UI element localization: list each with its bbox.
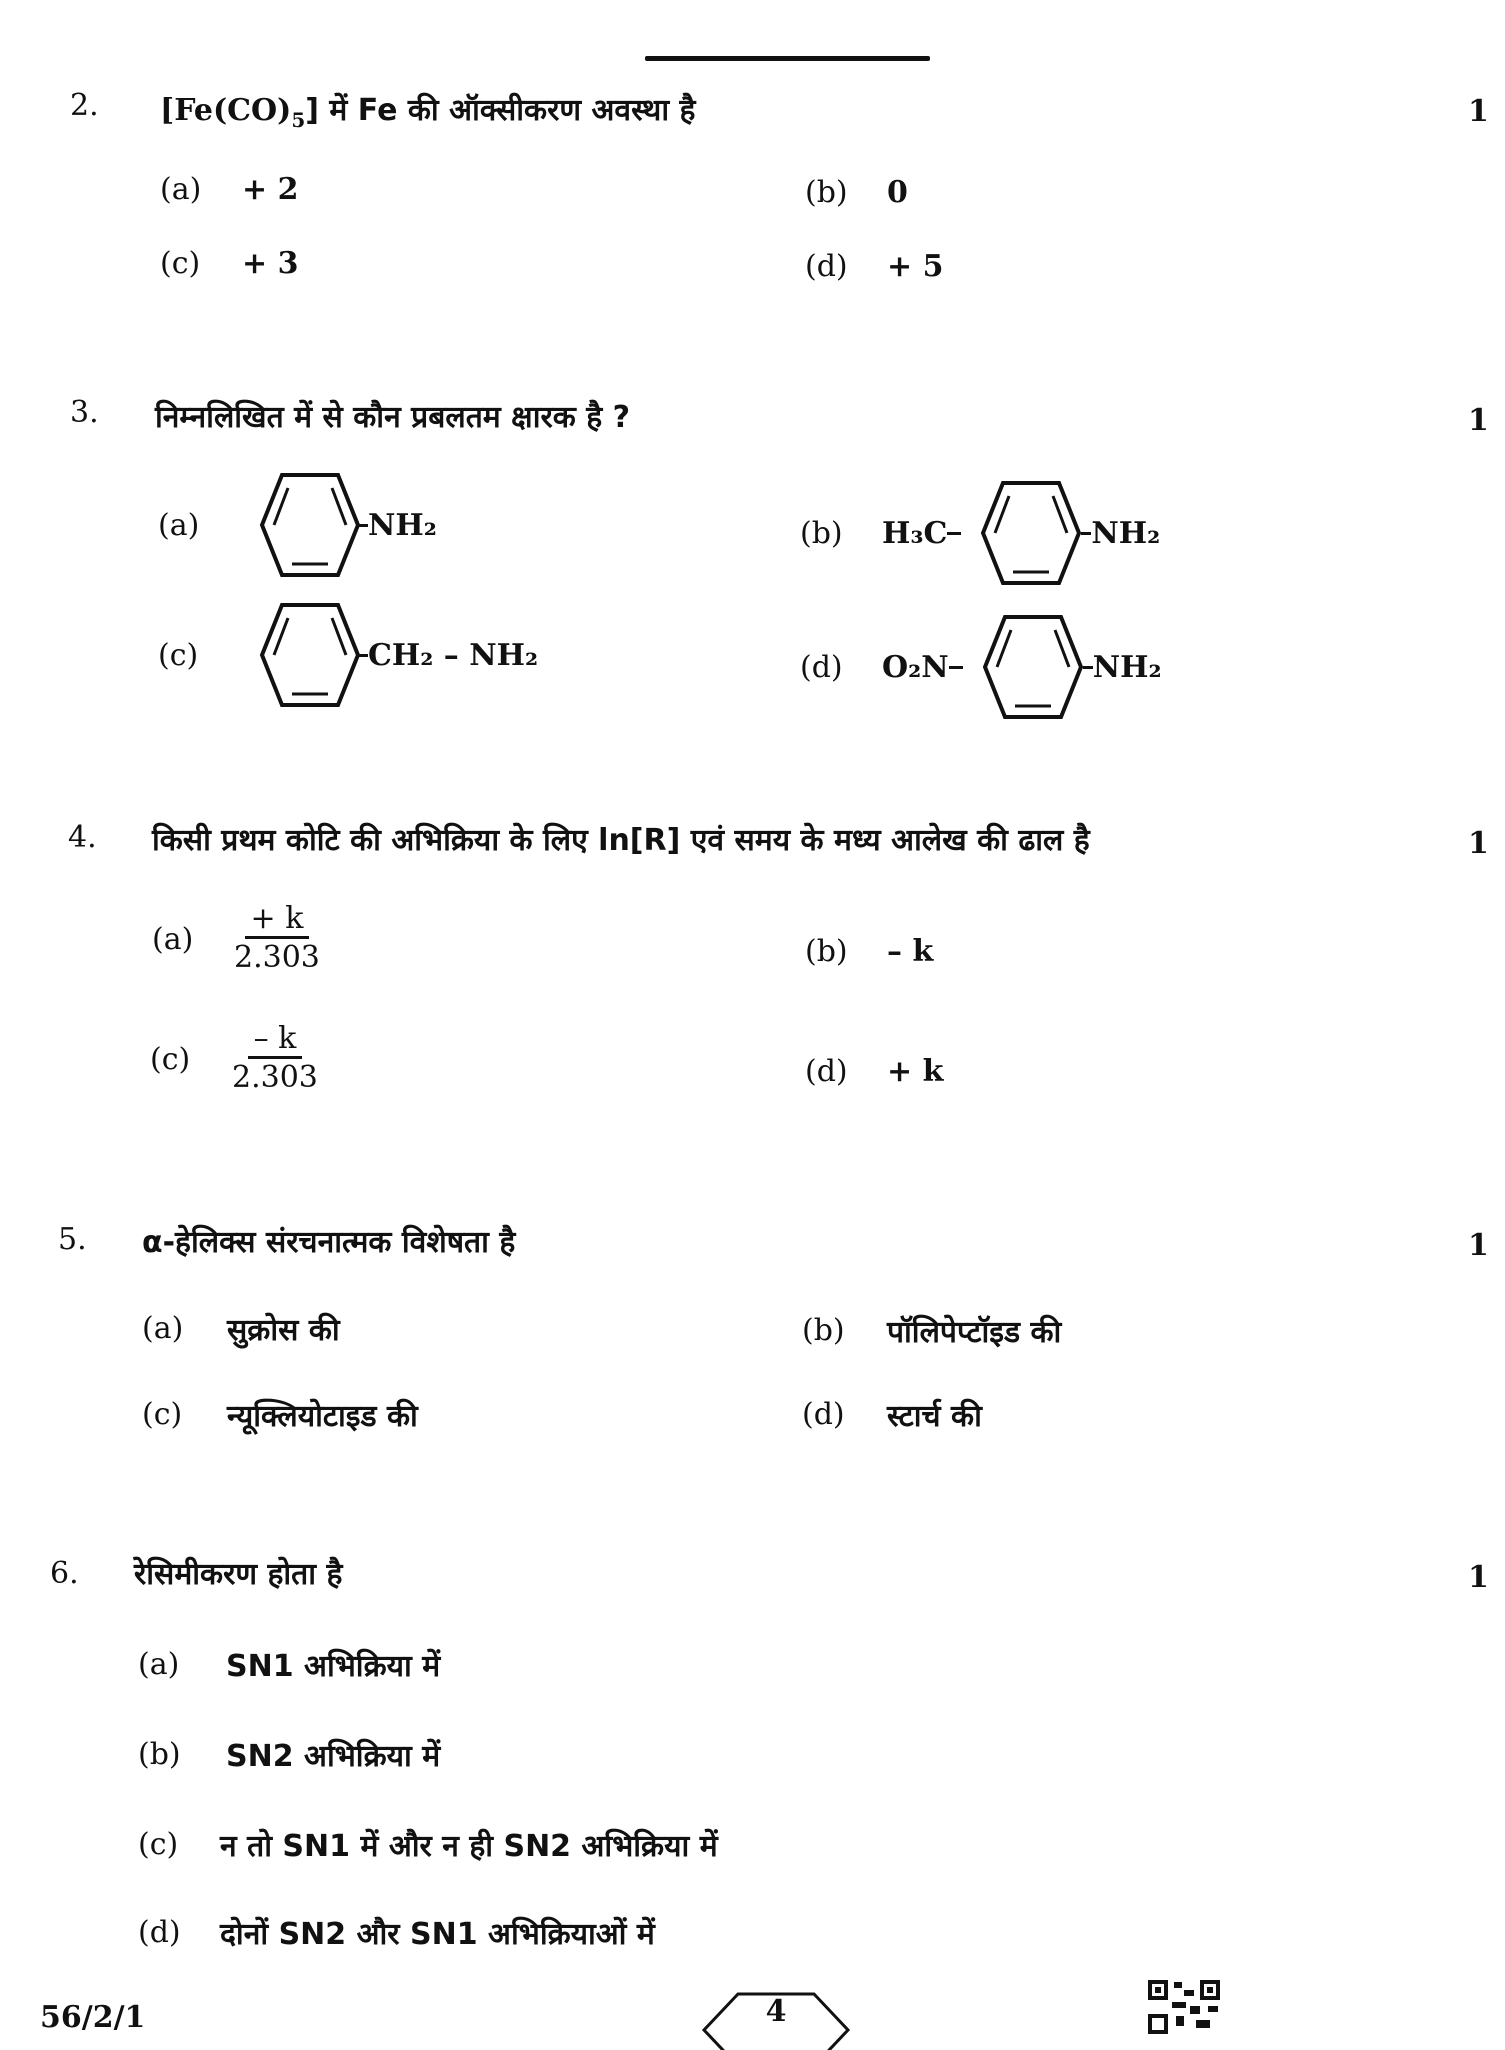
option-b[interactable]: (b) SN2 अभिक्रिया में (138, 1737, 441, 1774)
option-b[interactable]: (b) – k (805, 934, 934, 969)
question-number: 5. (58, 1222, 87, 1257)
option-c[interactable]: (c) न तो SN1 में और न ही SN2 अभिक्रिया में (138, 1827, 718, 1864)
page-number-badge (700, 1990, 852, 2034)
marks: 1 (1468, 1228, 1489, 1263)
option-a[interactable]: (a) + 2 (160, 172, 299, 207)
benzene-ring-icon (240, 470, 360, 580)
option-b[interactable]: (b) पॉलिपेप्टॉइड की (802, 1313, 1062, 1350)
marks: 1 (1468, 1560, 1489, 1595)
option-a[interactable]: (a) सुक्रोस की (142, 1311, 340, 1348)
option-d[interactable]: (d) O₂N NH₂ (800, 612, 1162, 722)
question-text: निम्नलिखित में से कौन प्रबलतम क्षारक है ? (155, 400, 630, 435)
option-c[interactable]: (c) $\frac{- k}{2.303}$ (150, 1021, 318, 1095)
option-a[interactable]: (a) SN1 अभिक्रिया में (138, 1647, 441, 1684)
option-d[interactable]: (d) + 5 (805, 249, 944, 284)
benzene-ring-icon (961, 478, 1081, 588)
question-text: किसी प्रथम कोटि की अभिक्रिया के लिए ln[R] एवं समय के मध्य आलेख की ढाल है (152, 823, 1090, 858)
marks: 1 (1468, 94, 1489, 129)
marks: 1 (1468, 403, 1489, 438)
question-text: α-हेलिक्स संरचनात्मक विशेषता है (142, 1225, 516, 1260)
fraction: $\frac{- k}{2.303}$ (232, 1021, 318, 1095)
option-d[interactable]: (d) दोनों SN2 और SN1 अभिक्रियाओं में (138, 1915, 655, 1952)
benzylamine-structure: CH₂ – NH₂ (240, 600, 538, 710)
p-toluidine-structure: H₃C NH₂ (882, 478, 1160, 588)
top-rule (645, 56, 930, 61)
benzene-ring-icon (240, 600, 360, 710)
benzene-ring-icon (963, 612, 1083, 722)
option-a[interactable]: (a) $\frac{+ k}{2.303}$ (152, 901, 320, 975)
option-c[interactable]: (c) CH₂ – NH₂ (158, 600, 538, 710)
option-a[interactable]: (a) NH₂ (158, 470, 437, 580)
question-number: 4. (68, 820, 97, 855)
option-b[interactable]: (b) H₃C NH₂ (800, 478, 1160, 588)
option-c[interactable]: (c) + 3 (160, 246, 299, 281)
aniline-structure: NH₂ (240, 470, 437, 580)
paper-code: 56/2/1 (40, 2000, 146, 2035)
marks: 1 (1468, 826, 1489, 861)
option-d[interactable]: (d) स्टार्च की (802, 1397, 982, 1434)
question-number: 2. (70, 88, 99, 123)
qr-code-icon (1148, 1980, 1220, 2034)
option-c[interactable]: (c) न्यूक्लियोटाइड की (142, 1397, 418, 1434)
option-d[interactable]: (d) + k (805, 1054, 944, 1089)
question-text: $[Fe(CO)_5]$ में Fe की ऑक्सीकरण अवस्था है (160, 93, 696, 132)
fraction: $\frac{+ k}{2.303}$ (234, 901, 320, 975)
p-nitroaniline-structure: O₂N NH₂ (882, 612, 1162, 722)
question-number: 6. (50, 1556, 79, 1591)
option-b[interactable]: (b) 0 (805, 175, 908, 210)
page-number: 4 (765, 1994, 787, 2029)
question-number: 3. (70, 395, 99, 430)
question-text: रेसिमीकरण होता है (134, 1557, 343, 1592)
